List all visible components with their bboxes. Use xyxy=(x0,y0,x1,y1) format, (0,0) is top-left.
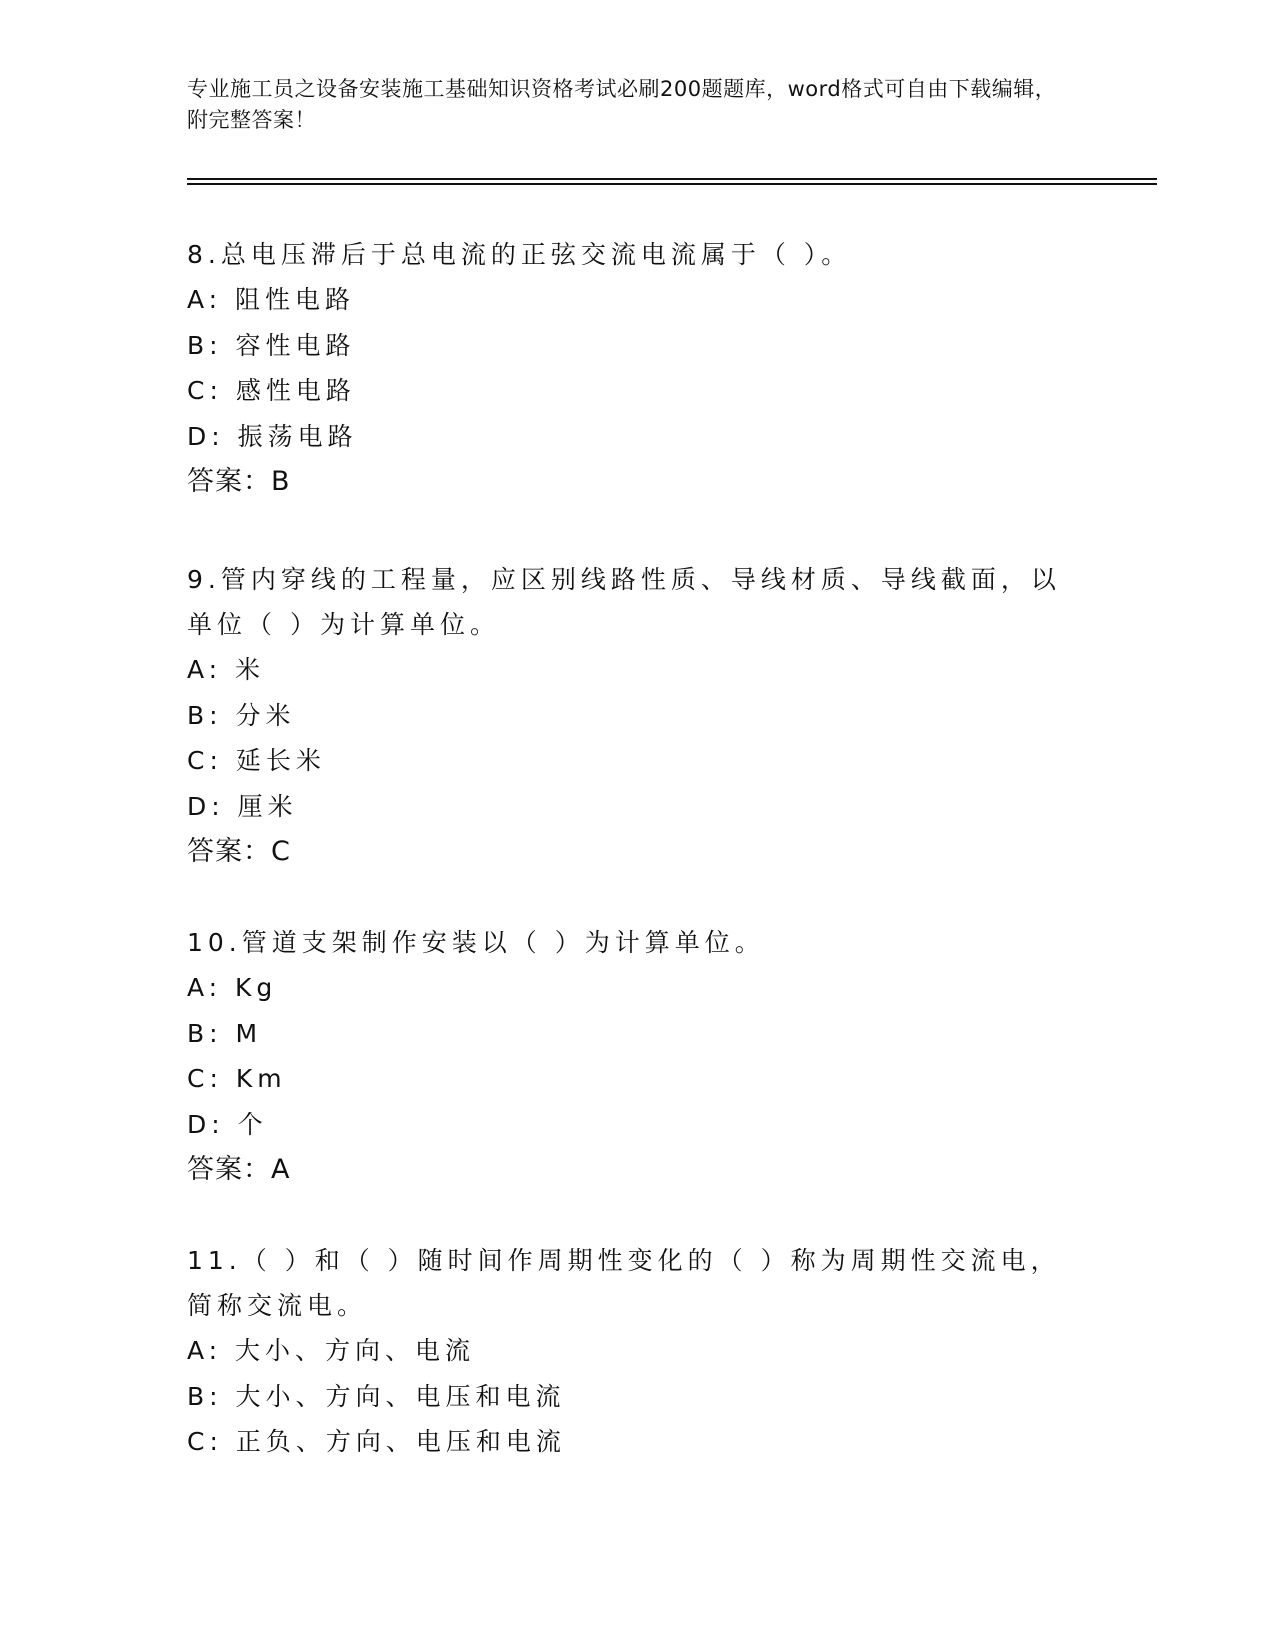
question-8 xyxy=(187,232,1067,505)
option-a: A: 阻性电路 xyxy=(187,285,356,314)
option-c: C: 延长米 xyxy=(187,746,326,776)
option-list xyxy=(187,965,1067,1147)
header-divider-top xyxy=(187,178,1157,180)
option-b: B: 容性电路 xyxy=(187,330,356,360)
option-c: C: 感性电路 xyxy=(187,376,356,406)
answer-line: 答案：A xyxy=(187,1154,291,1186)
option-list xyxy=(187,647,1067,829)
header-divider-bottom xyxy=(187,183,1157,185)
answer-line: 答案：B xyxy=(187,466,291,498)
option-list xyxy=(187,277,1067,459)
option-d: D: 厘米 xyxy=(187,791,298,821)
question-10 xyxy=(187,920,1067,1193)
question-text: 11.（ ）和（ ）随时间作周期性变化的（ ）称为周期性交流电，简称交流电。 xyxy=(187,1246,1061,1320)
question-text: 10.管道支架制作安装以（ ）为计算单位。 xyxy=(187,928,765,957)
option-b: B: 分米 xyxy=(187,700,296,730)
option-b: B: M xyxy=(187,1018,263,1048)
option-a: A: Kg xyxy=(187,973,278,1002)
option-list xyxy=(187,1328,1067,1465)
question-text: 8.总电压滞后于总电流的正弦交流电流属于（ ）。 xyxy=(187,240,852,269)
option-d: D: 振荡电路 xyxy=(187,421,358,451)
option-a: A: 大小、方向、电流 xyxy=(187,1336,476,1365)
option-b: B: 大小、方向、电压和电流 xyxy=(187,1381,566,1411)
question-text: 9.管内穿线的工程量，应区别线路性质、导线材质、导线截面，以单位（ ）为计算单位。 xyxy=(187,565,1061,639)
option-c: C: 正负、方向、电压和电流 xyxy=(187,1427,566,1457)
option-d: D: 个 xyxy=(187,1109,268,1139)
question-11 xyxy=(187,1238,1067,1465)
document-header: 专业施工员之设备安装施工基础知识资格考试必刷200题题库，word格式可自由下载编辑，附完整答案！ xyxy=(187,77,1057,132)
question-9 xyxy=(187,557,1067,875)
option-c: C: Km xyxy=(187,1064,287,1094)
answer-line: 答案：C xyxy=(187,836,291,868)
option-a: A: 米 xyxy=(187,655,266,684)
